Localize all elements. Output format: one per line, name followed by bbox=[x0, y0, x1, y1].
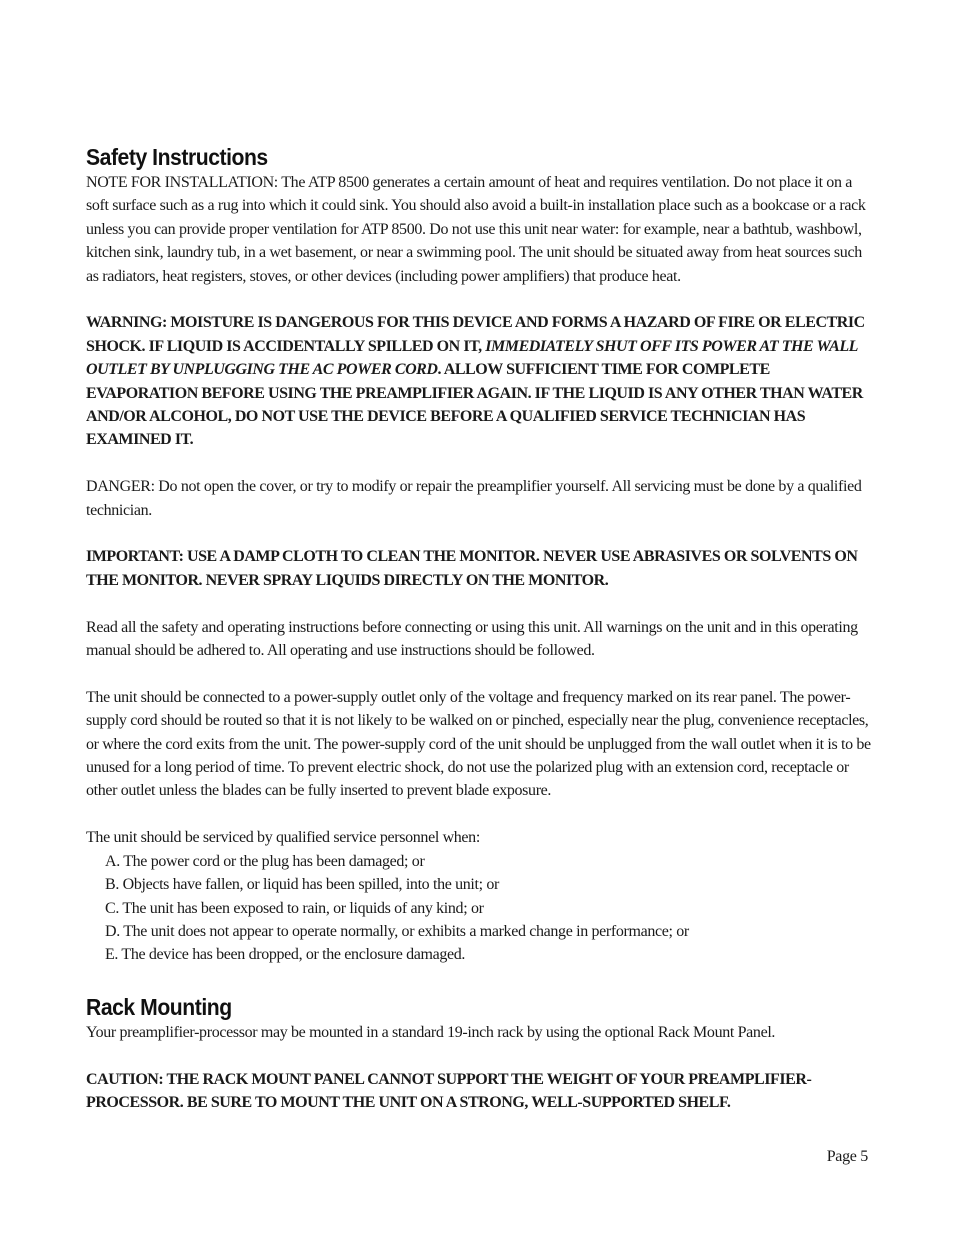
rack-mounting-heading: Rack Mounting bbox=[86, 993, 232, 1020]
installation-note: NOTE FOR INSTALLATION: The ATP 8500 generates a certain amount of heat and requires ventilation. Do not place it on a soft surface such as a rug into which it could sink. You should also avoid a built-in installation place such as a bookcase or a rack unless you can provide proper ventilation for ATP 8500. Do not use this unit near water: for example, near a bathtub, washbowl, kitchen sink, laundry tub, in a wet basement, or near a swimming pool. The unit should be situated away from heat sources such as radiators, heat registers, stoves, or other devices (including power amplifiers) that produce heat. bbox=[86, 174, 866, 285]
important-notice: IMPORTANT: USE A DAMP CLOTH TO CLEAN THE MONITOR. NEVER USE ABRASIVES OR SOLVENTS ON THE MONITOR. NEVER SPRAY LIQUIDS DIRECTLY ON THE MONITOR. bbox=[86, 548, 858, 589]
warning-text-end: . ALLOW SUFFICIENT TIME FOR COMPLETE EVAPORATION BEFORE USING THE PREAMPLIFIER AGAIN. IF THE LIQUID IS ANY OTHER THAN WATER AND/OR ALCOHOL, DO NOT USE THE DEVICE BEFORE A QUALIFIED SERVICE TECHNICIAN HAS EXAMINED IT. bbox=[86, 361, 863, 449]
document-page bbox=[86, 143, 876, 1114]
list-item: E. The device has been dropped, or the enclosure damaged. bbox=[105, 946, 466, 964]
warning-text-start: WARNING: MOISTURE IS DANGEROUS FOR THIS DEVICE AND FORMS A HAZARD OF FIRE OR ELECTRIC SHOCK. IF LIQUID IS ACCIDENTALLY SPILLED ON IT, bbox=[86, 314, 865, 355]
power-supply-paragraph: The unit should be connected to a power-supply outlet only of the voltage and frequency marked on its rear panel. The power-supply cord should be routed so that it is not likely to be walked on or pinched, especially near the plug, convenience receptacles, or where the cord exits from the unit. The power-supply cord of the unit should be unplugged from the wall outlet when it is to be unused for a long period of time. To prevent electric shock, do not use the polarized plug with an extension cord, receptacle or other outlet unless the blades can be fully inserted to prevent blade exposure. bbox=[86, 688, 871, 800]
service-conditions-list bbox=[86, 850, 876, 967]
read-instructions-paragraph: Read all the safety and operating instructions before connecting or using this unit. All warnings on the unit and in this operating manual should be adhered to. All operating and use instructions should be followed. bbox=[86, 618, 858, 660]
warning-text-emphasis: IMMEDIATELY SHUT OFF ITS POWER AT THE WALL OUTLET BY UNPLUGGING THE AC POWER CORD bbox=[86, 337, 858, 379]
service-intro: The unit should be serviced by qualified service personnel when: bbox=[86, 829, 480, 847]
rack-mounting-section bbox=[86, 993, 876, 1115]
list-item: A. The power cord or the plug has been damaged; or bbox=[105, 852, 425, 870]
moisture-warning bbox=[86, 311, 876, 451]
rack-mounting-body: Your preamplifier-processor may be mounted in a standard 19-inch rack by using the optional Rack Mount Panel. bbox=[86, 1023, 776, 1041]
list-item: C. The unit has been exposed to rain, or liquids of any kind; or bbox=[105, 899, 484, 917]
danger-notice: DANGER: Do not open the cover, or try to modify or repair the preamplifier yourself. All servicing must be done by a qualified technician. bbox=[86, 478, 862, 519]
list-item: B. Objects have fallen, or liquid has been spilled, into the unit; or bbox=[105, 876, 499, 894]
rack-caution: CAUTION: THE RACK MOUNT PANEL CANNOT SUPPORT THE WEIGHT OF YOUR PREAMPLIFIER-PROCESSOR. BE SURE TO MOUNT THE UNIT ON A STRONG, WELL-SUPPORTED SHELF. bbox=[86, 1070, 812, 1111]
safety-instructions-heading: Safety Instructions bbox=[86, 144, 268, 170]
list-item: D. The unit does not appear to operate normally, or exhibits a marked change in performance; or bbox=[105, 922, 689, 940]
page-number: Page 5 bbox=[826, 1148, 868, 1165]
